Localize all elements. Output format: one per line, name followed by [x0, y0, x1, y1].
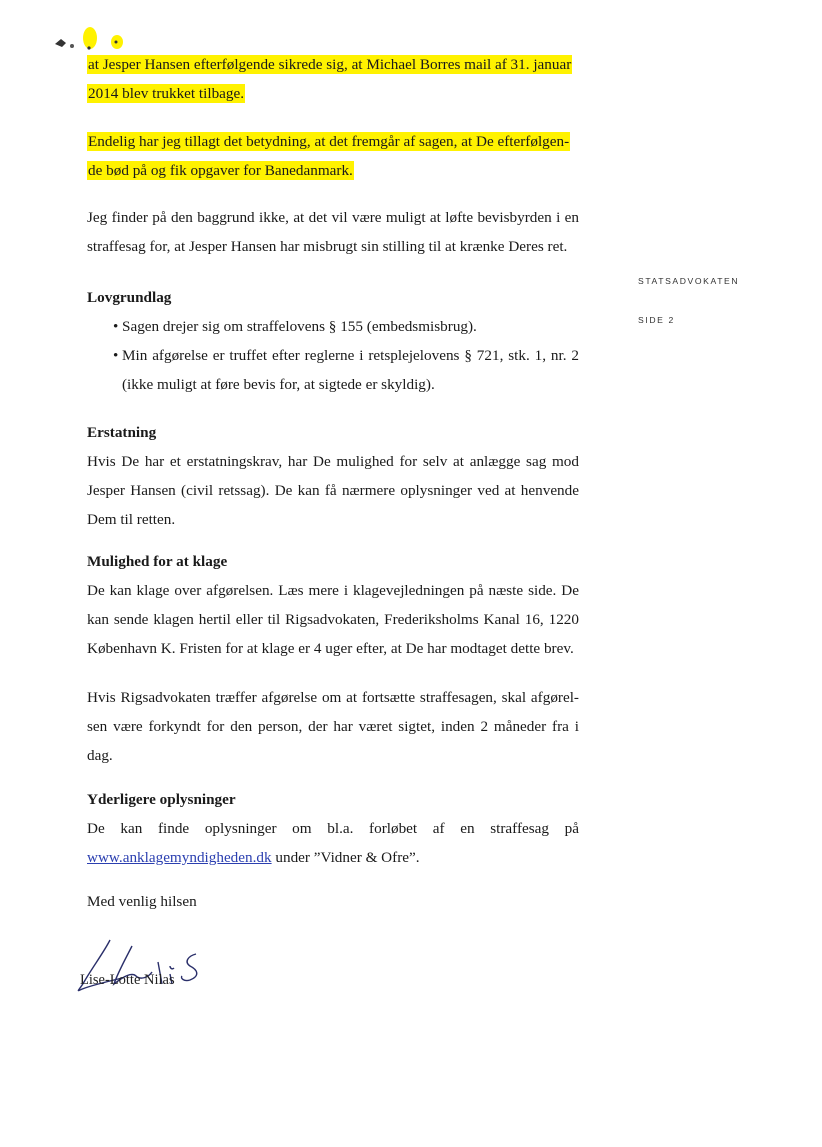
section-body: De kan klage over afgørelsen. Læs mere i klagevejledningen på næste side. De kan sende klagen hertil eller til Rigsadvokaten, Frederiksholms Kanal 16, 1220 København K. Fristen for at klage er 4 uger efter, at De har modtaget dette brev.: [87, 582, 579, 657]
body-text-after: under ”Vidner & Ofre”.: [271, 849, 420, 866]
sidebar-page-number: SIDE 2: [638, 315, 675, 325]
list-item: [87, 312, 579, 341]
section-body: Hvis De har et erstatningskrav, har De mulighed for selv at anlægge sag mod Jesper Hansen (civil retssag). De kan få nærmere oplysninger ved at henvende Dem til retten.: [87, 453, 579, 528]
section-heading: Erstatning: [87, 424, 157, 441]
highlighted-paragraph-2: [87, 127, 579, 185]
section-heading: Yderligere oplysninger: [87, 791, 236, 808]
highlighted-line: at Jesper Hansen efterfølgende sikrede sig, at Michael Borres mail af 31. januar: [88, 56, 572, 73]
list-item: [87, 341, 579, 399]
signature-name: Lise-Lotte Nilas: [80, 972, 175, 988]
highlighted-line: Endelig har jeg tillagt det betydning, at det fremgår af sagen, at De efterfølgen-: [88, 133, 570, 150]
list-item-text: Sagen drejer sig om straffelovens § 155 (embedsmisbrug).: [122, 318, 477, 335]
closing-greeting: Med venlig hilsen: [87, 893, 197, 910]
sidebar-office: STATSADVOKATEN: [638, 276, 740, 286]
section-body: [87, 814, 579, 872]
highlighted-line: 2014 blev trukket tilbage.: [88, 85, 245, 102]
bullet-icon: •: [113, 318, 119, 335]
section-lovgrundlag: [87, 283, 579, 399]
section-yderligere: [87, 785, 579, 872]
klage-paragraph-2: Hvis Rigsadvokaten træffer afgørelse om at fortsætte straffesagen, skal afgørel-sen være forkyndt for den person, der har været sigtet, inden 2 måneder fra i dag.: [87, 689, 579, 764]
list-item-text: Min afgørelse er truffet efter reglerne i retsplejelovens § 721, stk. 1, nr. 2 (ikke muligt at føre bevis for, at sigtede er skyldig).: [122, 347, 579, 393]
highlighted-paragraph-1: [87, 50, 579, 108]
website-link[interactable]: www.anklagemyndigheden.dk: [87, 849, 272, 866]
section-erstatning: [87, 418, 579, 534]
section-heading: Mulighed for at klage: [87, 553, 228, 570]
body-text: De kan finde oplysninger om bl.a. forløbet af en straffesag på: [87, 820, 579, 837]
bullet-list: [87, 312, 579, 399]
intro-paragraph: Jeg finder på den baggrund ikke, at det vil være muligt at løfte bevisbyrden i en straffesag for, at Jesper Hansen har misbrugt sin stilling til at krænke Deres ret.: [87, 209, 579, 255]
section-heading: Lovgrundlag: [87, 289, 172, 306]
highlighted-line: de bød på og fik opgaver for Banedanmark.: [88, 162, 353, 179]
bullet-icon: •: [113, 347, 119, 364]
section-klage: [87, 547, 579, 663]
